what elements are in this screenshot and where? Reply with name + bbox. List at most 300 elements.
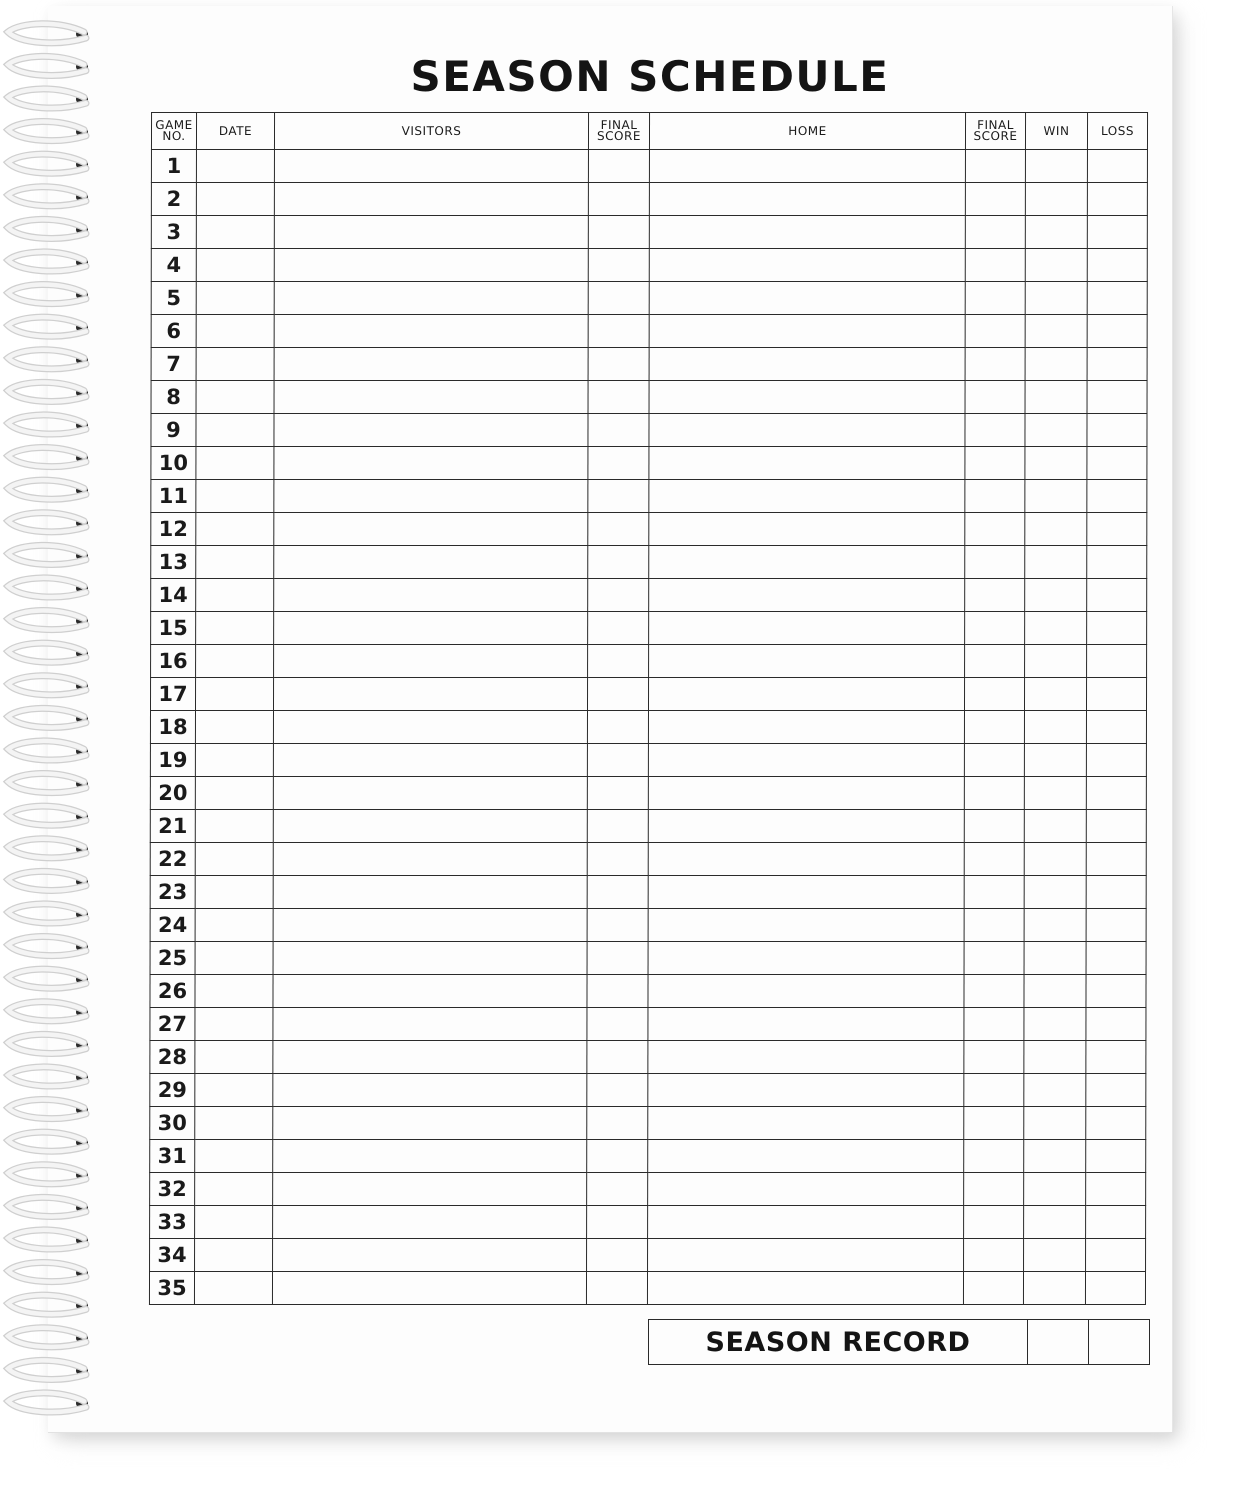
- table-row: [151, 282, 1147, 315]
- visitors-cell[interactable]: [273, 1008, 587, 1041]
- visitors-cell[interactable]: [273, 876, 587, 909]
- home-score-cell[interactable]: [965, 447, 1025, 480]
- home-cell[interactable]: [648, 876, 964, 909]
- home-score-cell[interactable]: [965, 315, 1025, 348]
- home-score-cell[interactable]: [964, 1140, 1024, 1173]
- visitors-score-cell[interactable]: [587, 1107, 648, 1140]
- win-cell[interactable]: [1024, 810, 1086, 843]
- visitors-score-cell[interactable]: [588, 612, 649, 645]
- win-cell[interactable]: [1025, 546, 1087, 579]
- table-row: [151, 579, 1147, 612]
- coil-loop-icon: [8, 448, 88, 467]
- home-score-cell[interactable]: [965, 480, 1025, 513]
- date-cell[interactable]: [195, 1074, 273, 1107]
- table-row: [150, 1107, 1146, 1140]
- date-cell[interactable]: [196, 480, 274, 513]
- loss-cell[interactable]: [1087, 612, 1147, 645]
- visitors-cell[interactable]: [273, 1107, 587, 1140]
- visitors-score-cell[interactable]: [587, 909, 648, 942]
- home-score-cell[interactable]: [965, 216, 1025, 249]
- game-number: 30: [150, 1107, 195, 1140]
- visitors-score-cell[interactable]: [587, 1239, 648, 1272]
- visitors-cell[interactable]: [273, 942, 587, 975]
- loss-cell[interactable]: [1087, 381, 1147, 414]
- loss-cell[interactable]: [1087, 216, 1147, 249]
- loss-cell[interactable]: [1086, 843, 1146, 876]
- visitors-cell[interactable]: [274, 150, 588, 183]
- date-cell[interactable]: [196, 183, 274, 216]
- visitors-score-cell[interactable]: [588, 513, 649, 546]
- home-score-cell[interactable]: [965, 282, 1025, 315]
- date-cell[interactable]: [195, 711, 273, 744]
- table-row: [151, 645, 1147, 678]
- loss-cell[interactable]: [1087, 282, 1147, 315]
- date-cell[interactable]: [195, 744, 273, 777]
- home-cell[interactable]: [648, 1173, 964, 1206]
- visitors-cell[interactable]: [274, 414, 588, 447]
- home-score-cell[interactable]: [964, 843, 1024, 876]
- loss-cell[interactable]: [1087, 546, 1147, 579]
- home-cell[interactable]: [649, 249, 965, 282]
- win-cell[interactable]: [1024, 1074, 1086, 1107]
- win-cell[interactable]: [1025, 579, 1087, 612]
- home-cell[interactable]: [648, 1140, 964, 1173]
- win-cell[interactable]: [1023, 1272, 1085, 1305]
- visitors-cell[interactable]: [273, 711, 587, 744]
- visitors-score-cell[interactable]: [587, 1074, 648, 1107]
- table-row: [150, 942, 1146, 975]
- loss-cell[interactable]: [1086, 711, 1146, 744]
- home-cell[interactable]: [649, 414, 965, 447]
- visitors-score-cell[interactable]: [587, 1008, 648, 1041]
- date-cell[interactable]: [196, 315, 274, 348]
- date-cell[interactable]: [194, 1272, 272, 1305]
- visitors-score-cell[interactable]: [588, 381, 649, 414]
- win-cell[interactable]: [1024, 744, 1086, 777]
- home-score-cell[interactable]: [965, 249, 1025, 282]
- visitors-cell[interactable]: [274, 348, 588, 381]
- loss-cell[interactable]: [1087, 645, 1147, 678]
- home-cell[interactable]: [649, 315, 965, 348]
- game-number: 31: [150, 1140, 195, 1173]
- win-cell[interactable]: [1025, 480, 1087, 513]
- win-cell[interactable]: [1025, 348, 1087, 381]
- win-cell[interactable]: [1024, 1008, 1086, 1041]
- home-cell[interactable]: [648, 711, 964, 744]
- date-cell[interactable]: [196, 447, 274, 480]
- header-game-no-line1: GAME: [155, 118, 193, 132]
- loss-cell[interactable]: [1086, 744, 1146, 777]
- coil-loop-icon: [8, 24, 88, 43]
- visitors-cell[interactable]: [274, 546, 588, 579]
- date-cell[interactable]: [195, 1008, 273, 1041]
- visitors-score-cell[interactable]: [587, 711, 648, 744]
- home-cell[interactable]: [649, 579, 965, 612]
- season-record-table: [648, 1319, 1150, 1365]
- visitors-score-cell[interactable]: [588, 480, 649, 513]
- loss-cell[interactable]: [1086, 1008, 1146, 1041]
- date-cell[interactable]: [195, 1041, 273, 1074]
- date-cell[interactable]: [195, 975, 273, 1008]
- loss-cell[interactable]: [1087, 447, 1147, 480]
- home-score-cell[interactable]: [965, 546, 1025, 579]
- visitors-score-cell[interactable]: [588, 282, 649, 315]
- home-score-cell[interactable]: [965, 513, 1025, 546]
- season-record-label: SEASON RECORD: [649, 1320, 1028, 1365]
- win-cell[interactable]: [1025, 645, 1087, 678]
- date-cell[interactable]: [195, 1140, 273, 1173]
- home-cell[interactable]: [649, 447, 965, 480]
- loss-cell[interactable]: [1087, 414, 1147, 447]
- header-game-no: [151, 113, 196, 150]
- visitors-cell[interactable]: [273, 843, 587, 876]
- coil-loop-icon: [8, 1328, 88, 1347]
- visitors-score-cell[interactable]: [588, 315, 649, 348]
- visitors-score-cell[interactable]: [588, 216, 649, 249]
- win-cell[interactable]: [1025, 216, 1087, 249]
- home-cell[interactable]: [647, 1272, 963, 1305]
- visitors-score-cell[interactable]: [588, 183, 649, 216]
- loss-cell[interactable]: [1086, 678, 1146, 711]
- visitors-cell[interactable]: [274, 513, 588, 546]
- home-cell[interactable]: [648, 1239, 964, 1272]
- home-score-cell[interactable]: [964, 876, 1024, 909]
- visitors-cell[interactable]: [273, 810, 587, 843]
- win-cell[interactable]: [1024, 843, 1086, 876]
- win-cell[interactable]: [1024, 678, 1086, 711]
- date-cell[interactable]: [195, 1107, 273, 1140]
- visitors-score-cell[interactable]: [588, 150, 649, 183]
- home-cell[interactable]: [649, 645, 965, 678]
- coil-loop-icon: [8, 1100, 88, 1119]
- date-cell[interactable]: [196, 513, 274, 546]
- header-home: HOME: [649, 113, 965, 150]
- win-cell[interactable]: [1025, 282, 1087, 315]
- loss-cell[interactable]: [1086, 975, 1146, 1008]
- date-cell[interactable]: [195, 1206, 273, 1239]
- date-cell[interactable]: [196, 381, 274, 414]
- game-number: 18: [150, 711, 195, 744]
- visitors-cell[interactable]: [273, 1239, 587, 1272]
- visitors-score-cell[interactable]: [586, 1272, 647, 1305]
- loss-cell[interactable]: [1087, 579, 1147, 612]
- game-number: 28: [150, 1041, 195, 1074]
- home-cell[interactable]: [648, 678, 964, 711]
- loss-cell[interactable]: [1086, 1107, 1146, 1140]
- visitors-score-cell[interactable]: [587, 876, 648, 909]
- visitors-cell[interactable]: [274, 381, 588, 414]
- visitors-cell[interactable]: [272, 1272, 586, 1305]
- date-cell[interactable]: [195, 942, 273, 975]
- home-cell[interactable]: [649, 381, 965, 414]
- home-cell[interactable]: [649, 513, 965, 546]
- home-score-cell[interactable]: [965, 414, 1025, 447]
- loss-cell[interactable]: [1085, 1272, 1145, 1305]
- date-cell[interactable]: [196, 249, 274, 282]
- table-row: [151, 612, 1147, 645]
- game-number: 8: [151, 381, 196, 414]
- loss-cell[interactable]: [1086, 1206, 1146, 1239]
- game-number: 16: [151, 645, 196, 678]
- game-number: 10: [151, 447, 196, 480]
- home-cell[interactable]: [648, 1074, 964, 1107]
- win-cell[interactable]: [1025, 183, 1087, 216]
- date-cell[interactable]: [195, 876, 273, 909]
- home-score-cell[interactable]: [965, 183, 1025, 216]
- visitors-cell[interactable]: [273, 678, 587, 711]
- header-date: DATE: [196, 113, 274, 150]
- home-cell[interactable]: [648, 909, 964, 942]
- home-score-cell[interactable]: [964, 1206, 1024, 1239]
- date-cell[interactable]: [196, 282, 274, 315]
- home-score-cell[interactable]: [964, 1041, 1024, 1074]
- date-cell[interactable]: [196, 216, 274, 249]
- home-score-cell[interactable]: [965, 381, 1025, 414]
- home-score-cell[interactable]: [965, 645, 1025, 678]
- loss-cell[interactable]: [1086, 810, 1146, 843]
- home-cell[interactable]: [648, 1008, 964, 1041]
- game-number: 2: [151, 183, 196, 216]
- home-score-cell[interactable]: [964, 711, 1024, 744]
- visitors-score-cell[interactable]: [588, 579, 649, 612]
- win-cell[interactable]: [1024, 711, 1086, 744]
- win-cell[interactable]: [1024, 975, 1086, 1008]
- visitors-score-cell[interactable]: [587, 1041, 648, 1074]
- visitors-score-cell[interactable]: [588, 645, 649, 678]
- win-cell[interactable]: [1025, 513, 1087, 546]
- date-cell[interactable]: [195, 1173, 273, 1206]
- home-score-cell[interactable]: [964, 1074, 1024, 1107]
- loss-cell[interactable]: [1086, 1173, 1146, 1206]
- home-score-cell[interactable]: [964, 1173, 1024, 1206]
- loss-cell[interactable]: [1086, 1239, 1146, 1272]
- visitors-cell[interactable]: [274, 216, 588, 249]
- loss-cell[interactable]: [1087, 249, 1147, 282]
- coil-loop-icon: [8, 89, 88, 108]
- visitors-score-cell[interactable]: [588, 249, 649, 282]
- home-score-cell[interactable]: [964, 942, 1024, 975]
- visitors-cell[interactable]: [273, 1140, 587, 1173]
- date-cell[interactable]: [195, 810, 273, 843]
- visitors-score-cell[interactable]: [587, 1206, 648, 1239]
- visitors-cell[interactable]: [273, 975, 587, 1008]
- coil-loop-icon: [8, 1197, 88, 1216]
- visitors-score-cell[interactable]: [588, 414, 649, 447]
- visitors-score-cell[interactable]: [587, 975, 648, 1008]
- home-score-cell[interactable]: [965, 579, 1025, 612]
- win-cell[interactable]: [1024, 1107, 1086, 1140]
- win-cell[interactable]: [1025, 150, 1087, 183]
- visitors-cell[interactable]: [273, 744, 587, 777]
- win-cell[interactable]: [1025, 414, 1087, 447]
- visitors-cell[interactable]: [273, 1206, 587, 1239]
- loss-cell[interactable]: [1087, 348, 1147, 381]
- home-score-cell[interactable]: [964, 810, 1024, 843]
- visitors-cell[interactable]: [273, 1173, 587, 1206]
- table-row: [149, 1272, 1145, 1305]
- loss-cell[interactable]: [1086, 1041, 1146, 1074]
- visitors-cell[interactable]: [273, 777, 587, 810]
- visitors-score-cell[interactable]: [587, 1173, 648, 1206]
- visitors-score-cell[interactable]: [587, 942, 648, 975]
- home-score-cell[interactable]: [965, 150, 1025, 183]
- table-row: [150, 810, 1146, 843]
- coil-loop-icon: [8, 1295, 88, 1314]
- home-score-cell[interactable]: [964, 678, 1024, 711]
- home-cell[interactable]: [648, 1107, 964, 1140]
- home-score-cell[interactable]: [965, 348, 1025, 381]
- table-row: [150, 1173, 1146, 1206]
- home-cell[interactable]: [648, 975, 964, 1008]
- win-cell[interactable]: [1024, 909, 1086, 942]
- win-cell[interactable]: [1025, 612, 1087, 645]
- win-cell[interactable]: [1024, 1041, 1086, 1074]
- home-cell[interactable]: [648, 744, 964, 777]
- visitors-cell[interactable]: [274, 315, 588, 348]
- loss-cell[interactable]: [1087, 150, 1147, 183]
- home-cell[interactable]: [649, 612, 965, 645]
- win-cell[interactable]: [1025, 315, 1087, 348]
- game-number: 32: [150, 1173, 195, 1206]
- coil-loop-icon: [8, 285, 88, 304]
- visitors-cell[interactable]: [274, 249, 588, 282]
- table-row: [150, 876, 1146, 909]
- home-cell[interactable]: [648, 843, 964, 876]
- date-cell[interactable]: [196, 348, 274, 381]
- loss-cell[interactable]: [1086, 1074, 1146, 1107]
- win-cell[interactable]: [1024, 876, 1086, 909]
- date-cell[interactable]: [195, 777, 273, 810]
- home-score-cell[interactable]: [964, 1239, 1024, 1272]
- coil-loop-icon: [8, 1360, 88, 1379]
- date-cell[interactable]: [195, 1239, 273, 1272]
- date-cell[interactable]: [196, 645, 274, 678]
- loss-cell[interactable]: [1086, 909, 1146, 942]
- table-row: [151, 216, 1147, 249]
- home-cell[interactable]: [649, 282, 965, 315]
- home-score-cell[interactable]: [964, 744, 1024, 777]
- visitors-score-cell[interactable]: [588, 447, 649, 480]
- loss-cell[interactable]: [1087, 315, 1147, 348]
- date-cell[interactable]: [196, 414, 274, 447]
- visitors-cell[interactable]: [274, 183, 588, 216]
- home-cell[interactable]: [648, 777, 964, 810]
- date-cell[interactable]: [195, 843, 273, 876]
- header-final-score-line1: FINAL: [600, 118, 638, 132]
- visitors-cell[interactable]: [273, 909, 587, 942]
- coil-loop-icon: [8, 187, 88, 206]
- win-cell[interactable]: [1024, 1239, 1086, 1272]
- home-cell[interactable]: [649, 480, 965, 513]
- visitors-score-cell[interactable]: [587, 1140, 648, 1173]
- coil-loop-icon: [8, 741, 88, 760]
- date-cell[interactable]: [196, 150, 274, 183]
- home-cell[interactable]: [649, 150, 965, 183]
- loss-cell[interactable]: [1087, 513, 1147, 546]
- coil-loop-icon: [8, 382, 88, 401]
- visitors-cell[interactable]: [274, 282, 588, 315]
- date-cell[interactable]: [195, 678, 273, 711]
- game-number: 3: [151, 216, 196, 249]
- game-number: 22: [150, 843, 195, 876]
- home-cell[interactable]: [649, 216, 965, 249]
- loss-cell[interactable]: [1086, 876, 1146, 909]
- visitors-score-cell[interactable]: [588, 348, 649, 381]
- season-record-win-cell[interactable]: [1028, 1320, 1089, 1365]
- home-cell[interactable]: [648, 1206, 964, 1239]
- win-cell[interactable]: [1024, 777, 1086, 810]
- home-score-cell[interactable]: [964, 777, 1024, 810]
- loss-cell[interactable]: [1086, 777, 1146, 810]
- win-cell[interactable]: [1024, 1173, 1086, 1206]
- visitors-cell[interactable]: [273, 1074, 587, 1107]
- coil-loop-icon: [8, 806, 88, 825]
- visitors-cell[interactable]: [274, 612, 588, 645]
- game-number: 33: [150, 1206, 195, 1239]
- visitors-cell[interactable]: [274, 447, 588, 480]
- game-number: 11: [151, 480, 196, 513]
- season-record-loss-cell[interactable]: [1089, 1320, 1150, 1365]
- win-cell[interactable]: [1025, 249, 1087, 282]
- home-score-cell[interactable]: [963, 1272, 1023, 1305]
- win-cell[interactable]: [1024, 1140, 1086, 1173]
- visitors-score-cell[interactable]: [587, 843, 648, 876]
- header-final-score2-line2: SCORE: [973, 129, 1018, 143]
- loss-cell[interactable]: [1086, 942, 1146, 975]
- home-cell[interactable]: [648, 942, 964, 975]
- visitors-cell[interactable]: [274, 645, 588, 678]
- visitors-score-cell[interactable]: [587, 744, 648, 777]
- win-cell[interactable]: [1024, 1206, 1086, 1239]
- home-score-cell[interactable]: [964, 1008, 1024, 1041]
- loss-cell[interactable]: [1086, 1140, 1146, 1173]
- home-cell[interactable]: [649, 183, 965, 216]
- home-cell[interactable]: [649, 348, 965, 381]
- home-cell[interactable]: [649, 546, 965, 579]
- visitors-cell[interactable]: [274, 480, 588, 513]
- date-cell[interactable]: [196, 546, 274, 579]
- home-score-cell[interactable]: [964, 909, 1024, 942]
- home-score-cell[interactable]: [964, 975, 1024, 1008]
- win-cell[interactable]: [1024, 942, 1086, 975]
- game-number: 26: [150, 975, 195, 1008]
- game-number: 14: [151, 579, 196, 612]
- date-cell[interactable]: [196, 579, 274, 612]
- home-score-cell[interactable]: [965, 612, 1025, 645]
- visitors-score-cell[interactable]: [587, 777, 648, 810]
- loss-cell[interactable]: [1087, 480, 1147, 513]
- home-cell[interactable]: [648, 1041, 964, 1074]
- visitors-score-cell[interactable]: [587, 678, 648, 711]
- loss-cell[interactable]: [1087, 183, 1147, 216]
- visitors-score-cell[interactable]: [588, 546, 649, 579]
- win-cell[interactable]: [1025, 447, 1087, 480]
- home-score-cell[interactable]: [964, 1107, 1024, 1140]
- page-title: SEASON SCHEDULE: [410, 52, 890, 101]
- date-cell[interactable]: [195, 909, 273, 942]
- date-cell[interactable]: [196, 612, 274, 645]
- visitors-score-cell[interactable]: [587, 810, 648, 843]
- game-number: 17: [150, 678, 195, 711]
- home-cell[interactable]: [648, 810, 964, 843]
- game-number: 19: [150, 744, 195, 777]
- table-row: [151, 546, 1147, 579]
- win-cell[interactable]: [1025, 381, 1087, 414]
- season-record-row: [649, 1320, 1150, 1365]
- visitors-cell[interactable]: [273, 1041, 587, 1074]
- coil-loop-icon: [8, 774, 88, 793]
- visitors-cell[interactable]: [274, 579, 588, 612]
